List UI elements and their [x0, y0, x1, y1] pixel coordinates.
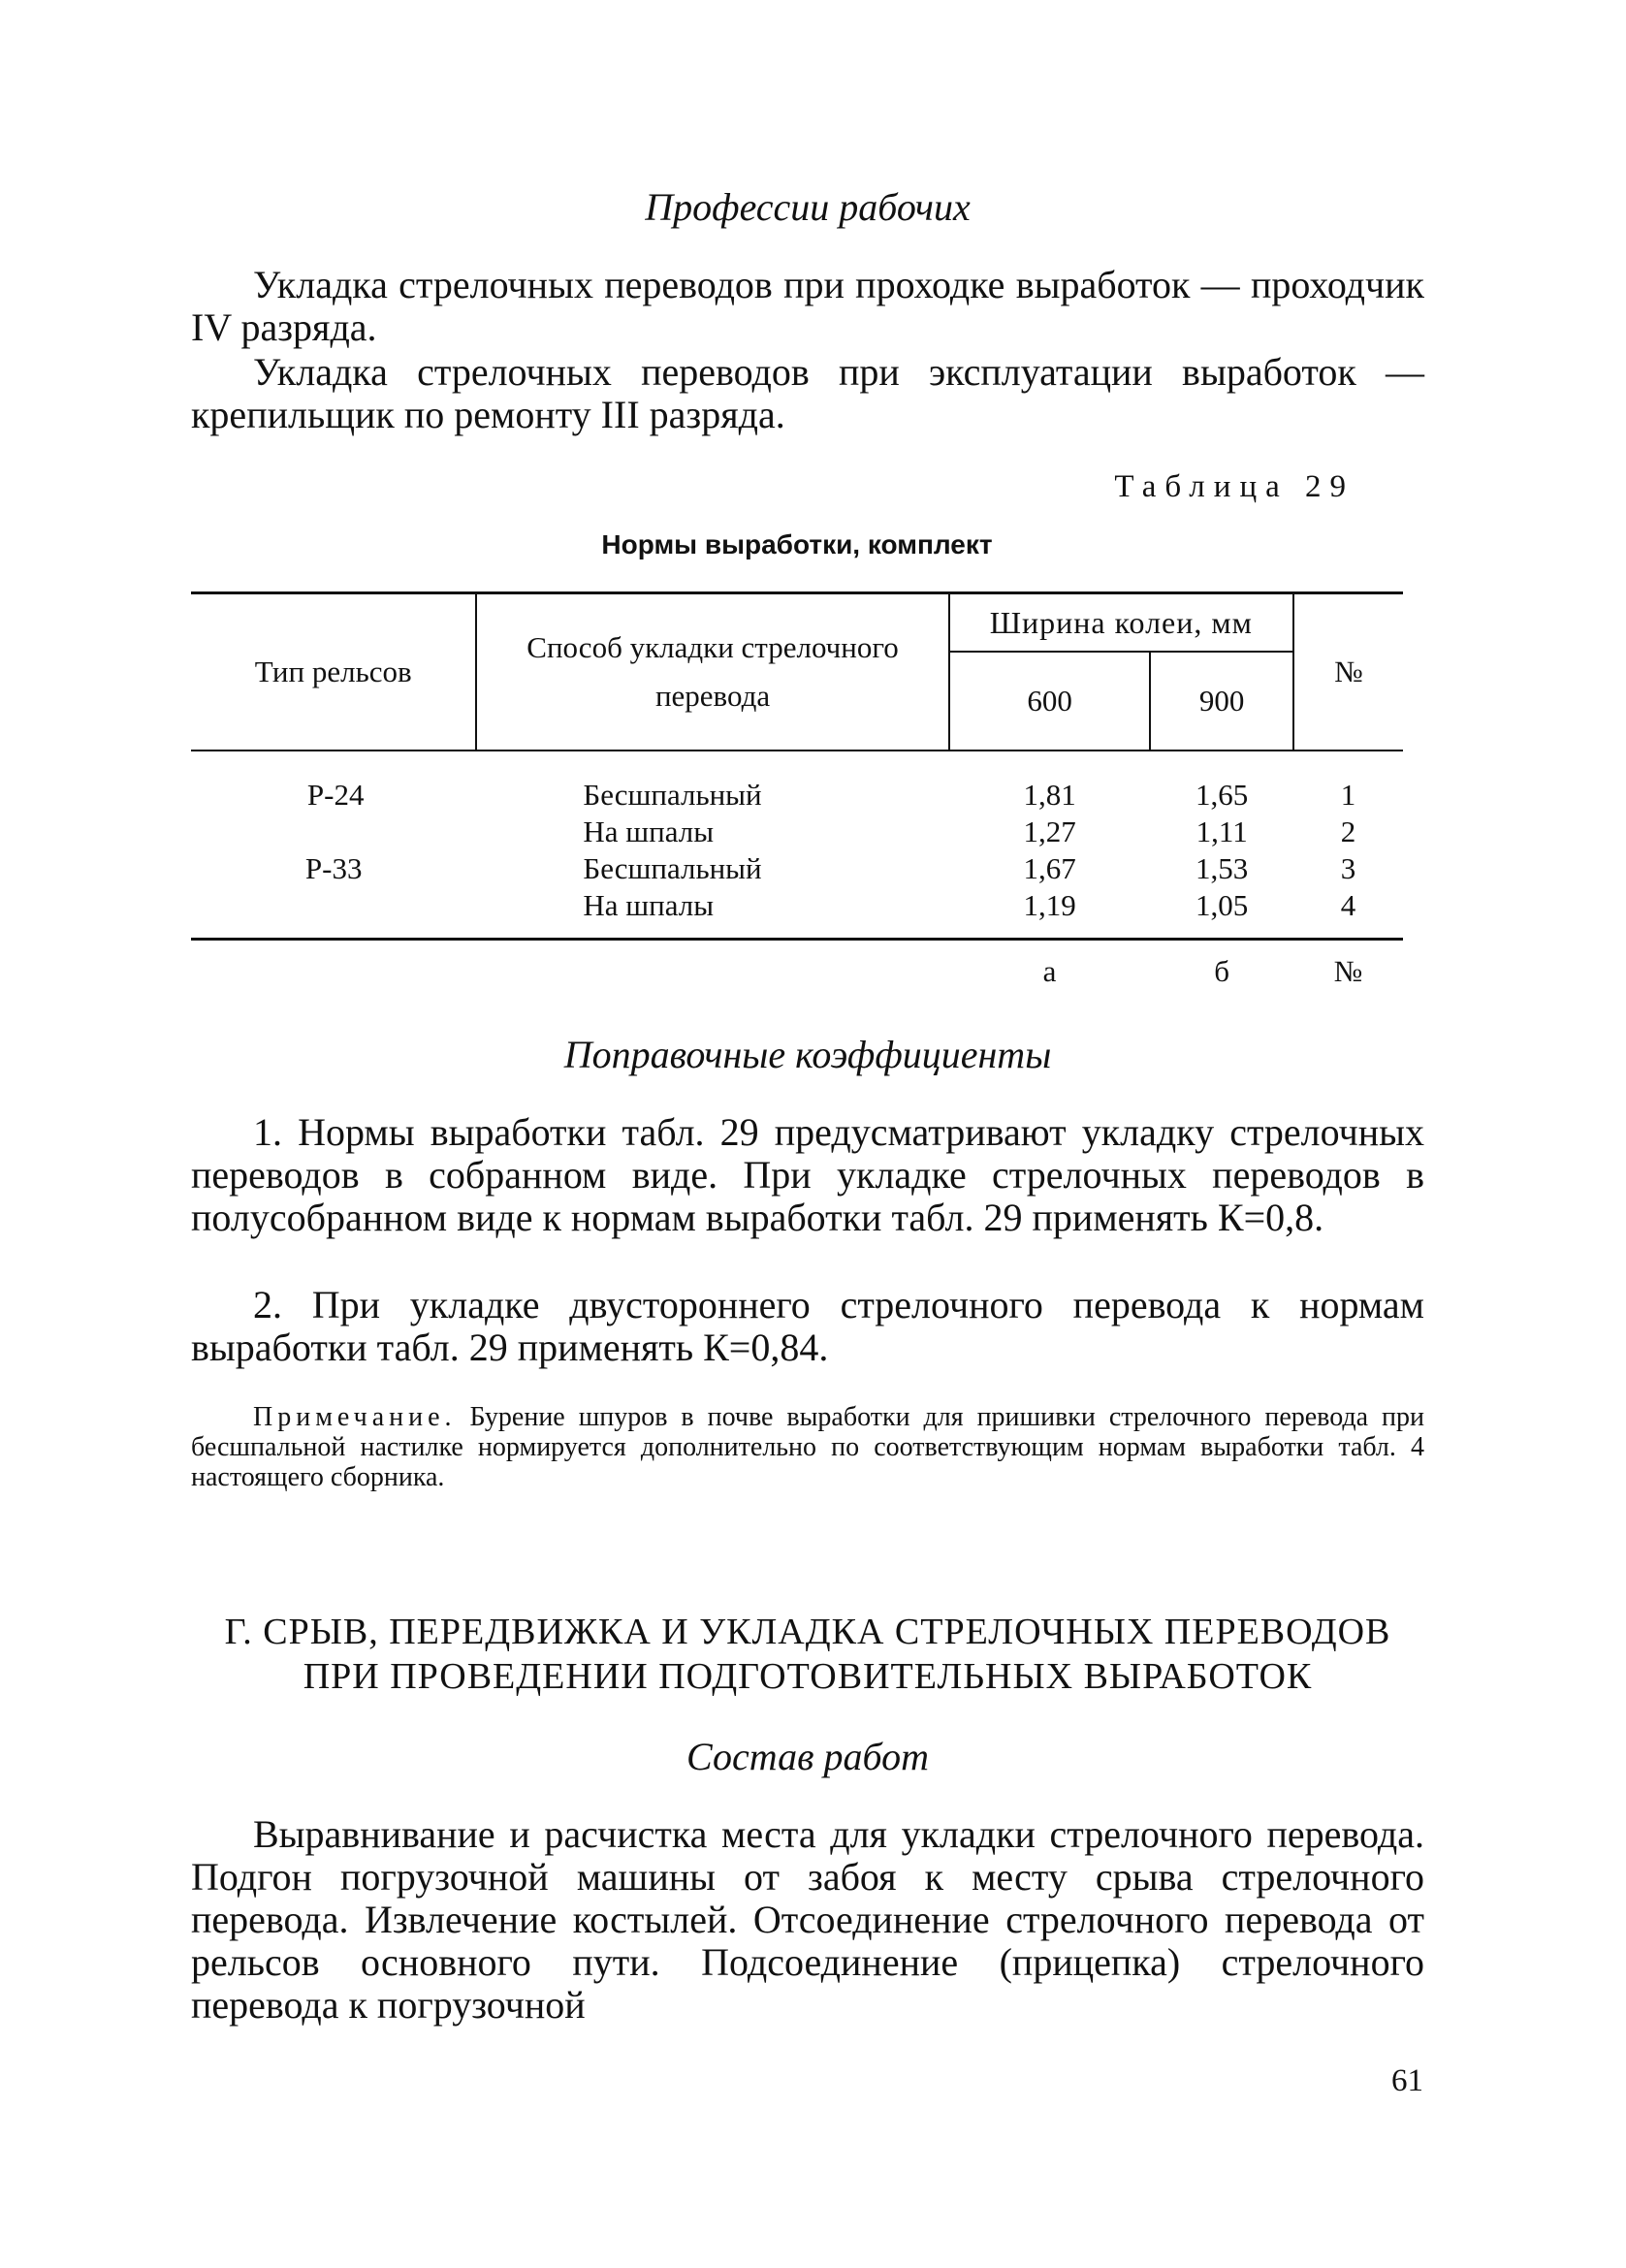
cell-rail [191, 887, 476, 924]
cell-900: 1,05 [1196, 888, 1249, 922]
cell-600: 1,67 [1023, 851, 1076, 885]
coefficients-heading: Поправочные коэффициенты [563, 1033, 1052, 1076]
cell-600: 1,19 [1023, 888, 1076, 922]
note [191, 1402, 1424, 1492]
table-row [191, 777, 1403, 814]
table-footer-row [191, 940, 1403, 1004]
cell-num: 3 [1340, 851, 1356, 885]
cell-600: 1,27 [1023, 815, 1076, 848]
section-title-line-1: Г. СРЫВ, ПЕРЕДВИЖКА И УКЛАДКА СТРЕЛОЧНЫХ ПЕРЕВОДОВ [224, 1612, 1391, 1652]
cell-num: 4 [1340, 888, 1356, 922]
cell-900: 1,53 [1196, 851, 1249, 885]
coefficients-paragraph-1: 1. Нормы выработки табл. 29 предусматривают укладку стрелочных переводов в собранном виде. При укладке стрелочных переводов в полусобранном виде к нормам выработки табл. 29 применять К=0,8. [191, 1110, 1424, 1239]
table-row [191, 850, 1403, 887]
cell-rail: Р-24 [306, 778, 365, 812]
header-method: Способ укладки стрелочного перевода [476, 593, 948, 751]
header-gauge: Ширина колеи, мм [949, 593, 1293, 653]
norms-table [191, 591, 1403, 1004]
coefficients-paragraph-2: 2. При укладке двустороннего стрелочного перевода к нормам выработки табл. 29 применять К=0,84. [191, 1283, 1424, 1369]
header-rail-type: Тип рельсов [191, 593, 476, 751]
cell-method: На шпалы [583, 815, 715, 848]
workers-paragraph-2: Укладка стрелочных переводов при эксплуатации выработок — крепильщик по ремонту III разряда. [191, 350, 1424, 436]
footer-a: а [1042, 954, 1057, 989]
cell-method: На шпалы [583, 888, 715, 922]
table-row [191, 814, 1403, 850]
note-text: Бурение шпуров в почве выработки для пришивки стрелочного перевода при бесшпальной настилке нормируется дополнительно по соответствующим нормам выработки табл. 4 настоящего сборника. [191, 1402, 1425, 1492]
header-num: № [1293, 593, 1403, 751]
cell-900: 1,65 [1196, 778, 1249, 812]
header-gauge-600: 600 [949, 652, 1151, 751]
cell-method: Бесшпальный [583, 778, 762, 812]
section-title-line-2: ПРИ ПРОВЕДЕНИИ ПОДГОТОВИТЕЛЬНЫХ ВЫРАБОТОК [303, 1656, 1313, 1697]
table-row [191, 887, 1403, 924]
workers-heading: Профессии рабочих [645, 185, 971, 229]
workers-paragraph-1: Укладка стрелочных переводов при проходке выработок — проходчик IV разряда. [191, 263, 1424, 349]
table-caption: Таблица 29 [1114, 469, 1355, 504]
cell-600: 1,81 [1023, 778, 1076, 812]
note-label: Примечание. [253, 1402, 457, 1432]
page-number: 61 [1391, 2063, 1423, 2098]
cell-num: 1 [1340, 778, 1356, 812]
footer-b: б [1214, 954, 1230, 989]
cell-rail [191, 814, 476, 850]
table-title: Нормы выработки, комплект [601, 529, 993, 559]
cell-900: 1,11 [1196, 815, 1248, 848]
cell-rail: Р-33 [304, 851, 363, 885]
cell-num: 2 [1340, 815, 1356, 848]
section-subheading: Состав работ [686, 1735, 929, 1778]
cell-method: Бесшпальный [583, 851, 762, 885]
section-paragraph-1: Выравнивание и расчистка места для укладки стрелочного перевода. Подгон погрузочной машины от забоя к месту срыва стрелочного перевода. Извлечение костылей. Отсоединение стрелочного перевода от рельсов основного пути. Подсоединение (прицепка) стрелочного перевода к погрузочной [191, 1812, 1424, 2027]
footer-num: № [1333, 954, 1363, 989]
header-gauge-900: 900 [1198, 684, 1245, 718]
